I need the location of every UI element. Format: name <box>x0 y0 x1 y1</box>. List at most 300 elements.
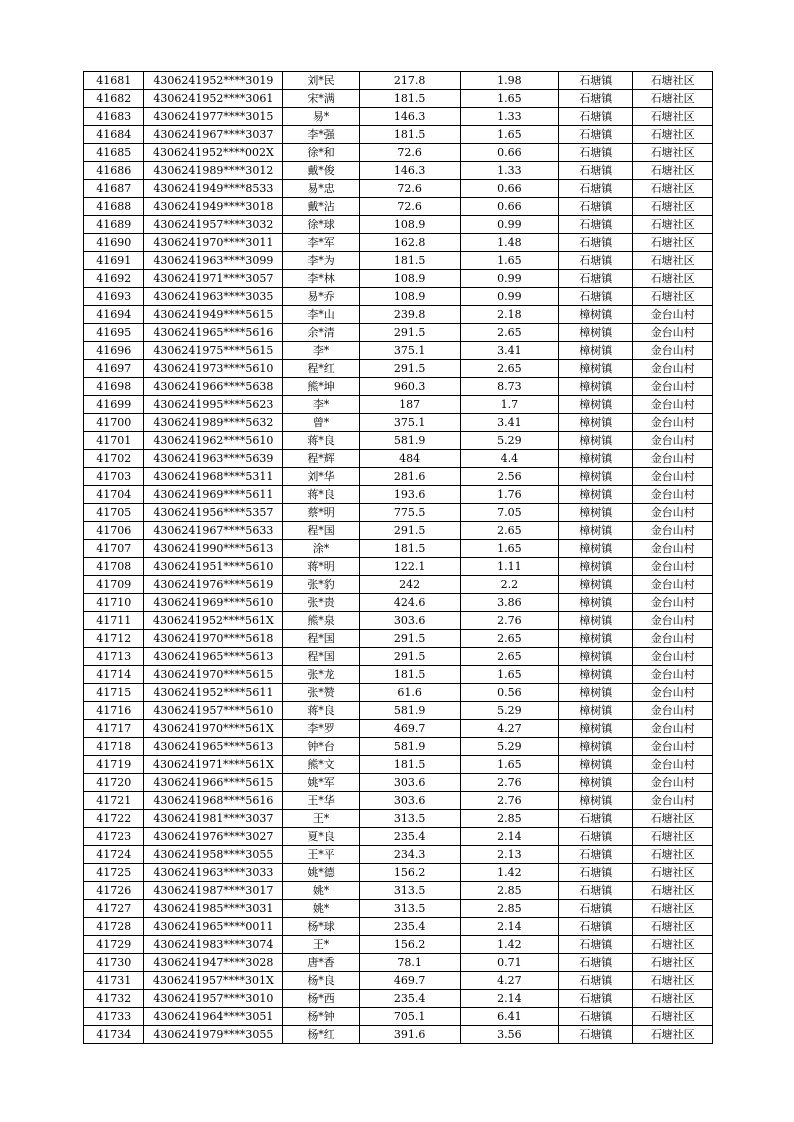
village-cell: 金台山村 <box>633 630 713 648</box>
name-cell: 易*忠 <box>283 180 359 198</box>
area-cell: 3.41 <box>460 414 559 432</box>
town-cell: 石塘镇 <box>559 936 633 954</box>
area-cell: 2.14 <box>460 990 559 1008</box>
area-cell: 1.7 <box>460 396 559 414</box>
name-cell: 熊*坤 <box>283 378 359 396</box>
village-cell: 金台山村 <box>633 756 713 774</box>
name-cell: 唐*香 <box>283 954 359 972</box>
table-row <box>84 270 713 288</box>
table-row <box>84 126 713 144</box>
serial-number-cell: 41688 <box>84 198 144 216</box>
name-cell: 程*辉 <box>283 450 359 468</box>
town-cell: 樟树镇 <box>559 720 633 738</box>
amount-cell: 291.5 <box>359 360 460 378</box>
serial-number-cell: 41724 <box>84 846 144 864</box>
serial-number-cell: 41714 <box>84 666 144 684</box>
id-number-cell: 4306241973****5610 <box>144 360 283 378</box>
table-row <box>84 378 713 396</box>
area-cell: 1.65 <box>460 90 559 108</box>
area-cell: 0.66 <box>460 144 559 162</box>
name-cell: 熊*泉 <box>283 612 359 630</box>
amount-cell: 181.5 <box>359 756 460 774</box>
amount-cell: 181.5 <box>359 126 460 144</box>
amount-cell: 581.9 <box>359 432 460 450</box>
town-cell: 樟树镇 <box>559 342 633 360</box>
village-cell: 石塘社区 <box>633 1008 713 1026</box>
id-number-cell: 4306241983****3074 <box>144 936 283 954</box>
area-cell: 2.85 <box>460 900 559 918</box>
name-cell: 张*龙 <box>283 666 359 684</box>
amount-cell: 187 <box>359 396 460 414</box>
name-cell: 熊*文 <box>283 756 359 774</box>
serial-number-cell: 41716 <box>84 702 144 720</box>
town-cell: 石塘镇 <box>559 864 633 882</box>
amount-cell: 235.4 <box>359 918 460 936</box>
name-cell: 夏*良 <box>283 828 359 846</box>
area-cell: 1.33 <box>460 162 559 180</box>
table-row <box>84 648 713 666</box>
table-row <box>84 1008 713 1026</box>
amount-cell: 484 <box>359 450 460 468</box>
name-cell: 李* <box>283 342 359 360</box>
name-cell: 张*豹 <box>283 576 359 594</box>
amount-cell: 303.6 <box>359 612 460 630</box>
village-cell: 石塘社区 <box>633 900 713 918</box>
amount-cell: 581.9 <box>359 702 460 720</box>
amount-cell: 181.5 <box>359 252 460 270</box>
serial-number-cell: 41686 <box>84 162 144 180</box>
town-cell: 石塘镇 <box>559 72 633 90</box>
serial-number-cell: 41715 <box>84 684 144 702</box>
village-cell: 金台山村 <box>633 486 713 504</box>
table-row <box>84 720 713 738</box>
town-cell: 石塘镇 <box>559 162 633 180</box>
name-cell: 李* <box>283 396 359 414</box>
area-cell: 2.76 <box>460 612 559 630</box>
town-cell: 樟树镇 <box>559 576 633 594</box>
village-cell: 金台山村 <box>633 468 713 486</box>
table-row <box>84 972 713 990</box>
village-cell: 金台山村 <box>633 414 713 432</box>
name-cell: 宋*满 <box>283 90 359 108</box>
amount-cell: 78.1 <box>359 954 460 972</box>
id-number-cell: 4306241969****5610 <box>144 594 283 612</box>
amount-cell: 291.5 <box>359 648 460 666</box>
id-number-cell: 4306241971****561X <box>144 756 283 774</box>
area-cell: 4.27 <box>460 720 559 738</box>
town-cell: 樟树镇 <box>559 540 633 558</box>
area-cell: 0.66 <box>460 180 559 198</box>
table-row <box>84 738 713 756</box>
area-cell: 0.99 <box>460 288 559 306</box>
name-cell: 李*强 <box>283 126 359 144</box>
table-row <box>84 288 713 306</box>
id-number-cell: 4306241949****3018 <box>144 198 283 216</box>
village-cell: 石塘社区 <box>633 288 713 306</box>
area-cell: 3.41 <box>460 342 559 360</box>
amount-cell: 391.6 <box>359 1026 460 1044</box>
serial-number-cell: 41689 <box>84 216 144 234</box>
serial-number-cell: 41712 <box>84 630 144 648</box>
town-cell: 樟树镇 <box>559 630 633 648</box>
name-cell: 王*平 <box>283 846 359 864</box>
area-cell: 6.41 <box>460 1008 559 1026</box>
area-cell: 3.56 <box>460 1026 559 1044</box>
town-cell: 樟树镇 <box>559 756 633 774</box>
area-cell: 4.4 <box>460 450 559 468</box>
table-row <box>84 882 713 900</box>
serial-number-cell: 41683 <box>84 108 144 126</box>
amount-cell: 313.5 <box>359 900 460 918</box>
name-cell: 徐*球 <box>283 216 359 234</box>
village-cell: 金台山村 <box>633 432 713 450</box>
village-cell: 金台山村 <box>633 738 713 756</box>
village-cell: 石塘社区 <box>633 126 713 144</box>
table-row <box>84 756 713 774</box>
amount-cell: 303.6 <box>359 792 460 810</box>
village-cell: 石塘社区 <box>633 972 713 990</box>
village-cell: 石塘社区 <box>633 90 713 108</box>
town-cell: 石塘镇 <box>559 954 633 972</box>
table-row <box>84 630 713 648</box>
serial-number-cell: 41718 <box>84 738 144 756</box>
area-cell: 1.98 <box>460 72 559 90</box>
table-row <box>84 954 713 972</box>
town-cell: 石塘镇 <box>559 108 633 126</box>
town-cell: 樟树镇 <box>559 468 633 486</box>
table-row <box>84 684 713 702</box>
area-cell: 2.85 <box>460 882 559 900</box>
table-row <box>84 810 713 828</box>
serial-number-cell: 41720 <box>84 774 144 792</box>
amount-cell: 303.6 <box>359 774 460 792</box>
village-cell: 金台山村 <box>633 576 713 594</box>
name-cell: 易*乔 <box>283 288 359 306</box>
table-row <box>84 612 713 630</box>
id-number-cell: 4306241957****5610 <box>144 702 283 720</box>
area-cell: 8.73 <box>460 378 559 396</box>
town-cell: 樟树镇 <box>559 558 633 576</box>
id-number-cell: 4306241968****5311 <box>144 468 283 486</box>
village-cell: 金台山村 <box>633 306 713 324</box>
amount-cell: 156.2 <box>359 936 460 954</box>
town-cell: 石塘镇 <box>559 972 633 990</box>
town-cell: 石塘镇 <box>559 270 633 288</box>
table-row <box>84 324 713 342</box>
table-row <box>84 198 713 216</box>
id-number-cell: 4306241967****3037 <box>144 126 283 144</box>
serial-number-cell: 41730 <box>84 954 144 972</box>
id-number-cell: 4306241951****5610 <box>144 558 283 576</box>
village-cell: 金台山村 <box>633 540 713 558</box>
table-row <box>84 360 713 378</box>
id-number-cell: 4306241970****5618 <box>144 630 283 648</box>
amount-cell: 108.9 <box>359 288 460 306</box>
table-row <box>84 900 713 918</box>
name-cell: 刘*民 <box>283 72 359 90</box>
amount-cell: 146.3 <box>359 108 460 126</box>
name-cell: 程*国 <box>283 648 359 666</box>
serial-number-cell: 41702 <box>84 450 144 468</box>
area-cell: 5.29 <box>460 432 559 450</box>
id-number-cell: 4306241985****3031 <box>144 900 283 918</box>
area-cell: 0.99 <box>460 270 559 288</box>
town-cell: 石塘镇 <box>559 288 633 306</box>
village-cell: 金台山村 <box>633 648 713 666</box>
name-cell: 王* <box>283 810 359 828</box>
serial-number-cell: 41692 <box>84 270 144 288</box>
village-cell: 金台山村 <box>633 504 713 522</box>
id-number-cell: 4306241965****5613 <box>144 738 283 756</box>
id-number-cell: 4306241989****3012 <box>144 162 283 180</box>
serial-number-cell: 41681 <box>84 72 144 90</box>
id-number-cell: 4306241966****5638 <box>144 378 283 396</box>
serial-number-cell: 41729 <box>84 936 144 954</box>
town-cell: 樟树镇 <box>559 648 633 666</box>
amount-cell: 705.1 <box>359 1008 460 1026</box>
serial-number-cell: 41705 <box>84 504 144 522</box>
id-number-cell: 4306241962****5610 <box>144 432 283 450</box>
id-number-cell: 4306241952****5611 <box>144 684 283 702</box>
name-cell: 蒋*明 <box>283 558 359 576</box>
area-cell: 0.66 <box>460 198 559 216</box>
serial-number-cell: 41722 <box>84 810 144 828</box>
name-cell: 戴*俊 <box>283 162 359 180</box>
id-number-cell: 4306241957****3010 <box>144 990 283 1008</box>
town-cell: 石塘镇 <box>559 990 633 1008</box>
name-cell: 余*清 <box>283 324 359 342</box>
village-cell: 金台山村 <box>633 324 713 342</box>
table-row <box>84 936 713 954</box>
town-cell: 石塘镇 <box>559 90 633 108</box>
area-cell: 0.56 <box>460 684 559 702</box>
table-row <box>84 774 713 792</box>
amount-cell: 239.8 <box>359 306 460 324</box>
id-number-cell: 4306241958****3055 <box>144 846 283 864</box>
town-cell: 樟树镇 <box>559 702 633 720</box>
village-cell: 金台山村 <box>633 522 713 540</box>
town-cell: 樟树镇 <box>559 396 633 414</box>
area-cell: 0.71 <box>460 954 559 972</box>
table-row <box>84 216 713 234</box>
table-row <box>84 162 713 180</box>
serial-number-cell: 41717 <box>84 720 144 738</box>
amount-cell: 469.7 <box>359 720 460 738</box>
amount-cell: 156.2 <box>359 864 460 882</box>
area-cell: 2.2 <box>460 576 559 594</box>
table-row <box>84 468 713 486</box>
town-cell: 樟树镇 <box>559 486 633 504</box>
area-cell: 1.11 <box>460 558 559 576</box>
town-cell: 石塘镇 <box>559 144 633 162</box>
serial-number-cell: 41698 <box>84 378 144 396</box>
village-cell: 石塘社区 <box>633 846 713 864</box>
name-cell: 李*罗 <box>283 720 359 738</box>
amount-cell: 72.6 <box>359 198 460 216</box>
serial-number-cell: 41694 <box>84 306 144 324</box>
village-cell: 石塘社区 <box>633 1026 713 1044</box>
town-cell: 石塘镇 <box>559 918 633 936</box>
village-cell: 石塘社区 <box>633 918 713 936</box>
area-cell: 1.48 <box>460 234 559 252</box>
serial-number-cell: 41690 <box>84 234 144 252</box>
table-row <box>84 180 713 198</box>
village-cell: 石塘社区 <box>633 810 713 828</box>
village-cell: 石塘社区 <box>633 144 713 162</box>
name-cell: 杨*球 <box>283 918 359 936</box>
id-number-cell: 4306241965****5616 <box>144 324 283 342</box>
id-number-cell: 4306241965****5613 <box>144 648 283 666</box>
amount-cell: 960.3 <box>359 378 460 396</box>
serial-number-cell: 41733 <box>84 1008 144 1026</box>
amount-cell: 313.5 <box>359 882 460 900</box>
name-cell: 戴*沾 <box>283 198 359 216</box>
name-cell: 蒋*良 <box>283 702 359 720</box>
town-cell: 石塘镇 <box>559 216 633 234</box>
id-number-cell: 4306241966****5615 <box>144 774 283 792</box>
town-cell: 石塘镇 <box>559 1026 633 1044</box>
name-cell: 程*国 <box>283 522 359 540</box>
area-cell: 4.27 <box>460 972 559 990</box>
town-cell: 樟树镇 <box>559 792 633 810</box>
village-cell: 金台山村 <box>633 360 713 378</box>
name-cell: 杨*红 <box>283 1026 359 1044</box>
village-cell: 石塘社区 <box>633 936 713 954</box>
serial-number-cell: 41699 <box>84 396 144 414</box>
name-cell: 王* <box>283 936 359 954</box>
id-number-cell: 4306241963****3035 <box>144 288 283 306</box>
area-cell: 2.85 <box>460 810 559 828</box>
table-row <box>84 504 713 522</box>
id-number-cell: 4306241952****3061 <box>144 90 283 108</box>
town-cell: 石塘镇 <box>559 198 633 216</box>
amount-cell: 375.1 <box>359 342 460 360</box>
id-number-cell: 4306241963****5639 <box>144 450 283 468</box>
table-row <box>84 828 713 846</box>
village-cell: 金台山村 <box>633 378 713 396</box>
serial-number-cell: 41713 <box>84 648 144 666</box>
table-row <box>84 450 713 468</box>
village-cell: 石塘社区 <box>633 108 713 126</box>
town-cell: 樟树镇 <box>559 774 633 792</box>
town-cell: 樟树镇 <box>559 450 633 468</box>
id-number-cell: 4306241963****3099 <box>144 252 283 270</box>
area-cell: 3.86 <box>460 594 559 612</box>
village-cell: 金台山村 <box>633 702 713 720</box>
amount-cell: 235.4 <box>359 828 460 846</box>
serial-number-cell: 41687 <box>84 180 144 198</box>
table-row <box>84 108 713 126</box>
name-cell: 姚*军 <box>283 774 359 792</box>
name-cell: 李*山 <box>283 306 359 324</box>
serial-number-cell: 41682 <box>84 90 144 108</box>
serial-number-cell: 41695 <box>84 324 144 342</box>
area-cell: 1.76 <box>460 486 559 504</box>
serial-number-cell: 41723 <box>84 828 144 846</box>
id-number-cell: 4306241969****5611 <box>144 486 283 504</box>
table-row <box>84 90 713 108</box>
table-row <box>84 486 713 504</box>
id-number-cell: 4306241971****3057 <box>144 270 283 288</box>
table-row <box>84 306 713 324</box>
amount-cell: 217.8 <box>359 72 460 90</box>
amount-cell: 181.5 <box>359 666 460 684</box>
id-number-cell: 4306241947****3028 <box>144 954 283 972</box>
table-row <box>84 522 713 540</box>
id-number-cell: 4306241989****5632 <box>144 414 283 432</box>
town-cell: 樟树镇 <box>559 522 633 540</box>
amount-cell: 181.5 <box>359 90 460 108</box>
town-cell: 石塘镇 <box>559 882 633 900</box>
id-number-cell: 4306241995****5623 <box>144 396 283 414</box>
serial-number-cell: 41697 <box>84 360 144 378</box>
amount-cell: 61.6 <box>359 684 460 702</box>
table-row <box>84 144 713 162</box>
amount-cell: 775.5 <box>359 504 460 522</box>
name-cell: 蒋*良 <box>283 432 359 450</box>
amount-cell: 72.6 <box>359 180 460 198</box>
name-cell: 姚* <box>283 900 359 918</box>
table-row <box>84 396 713 414</box>
village-cell: 石塘社区 <box>633 234 713 252</box>
name-cell: 刘*华 <box>283 468 359 486</box>
serial-number-cell: 41704 <box>84 486 144 504</box>
name-cell: 蒋*良 <box>283 486 359 504</box>
serial-number-cell: 41728 <box>84 918 144 936</box>
village-cell: 金台山村 <box>633 666 713 684</box>
table-row <box>84 414 713 432</box>
town-cell: 石塘镇 <box>559 180 633 198</box>
area-cell: 1.65 <box>460 252 559 270</box>
serial-number-cell: 41696 <box>84 342 144 360</box>
name-cell: 李*为 <box>283 252 359 270</box>
amount-cell: 181.5 <box>359 540 460 558</box>
amount-cell: 291.5 <box>359 324 460 342</box>
area-cell: 2.65 <box>460 522 559 540</box>
name-cell: 蔡*明 <box>283 504 359 522</box>
table-row <box>84 864 713 882</box>
name-cell: 涂* <box>283 540 359 558</box>
village-cell: 石塘社区 <box>633 252 713 270</box>
town-cell: 樟树镇 <box>559 324 633 342</box>
village-cell: 石塘社区 <box>633 990 713 1008</box>
name-cell: 程*红 <box>283 360 359 378</box>
name-cell: 张*赞 <box>283 684 359 702</box>
village-cell: 石塘社区 <box>633 162 713 180</box>
serial-number-cell: 41706 <box>84 522 144 540</box>
area-cell: 5.29 <box>460 702 559 720</box>
town-cell: 石塘镇 <box>559 126 633 144</box>
amount-cell: 242 <box>359 576 460 594</box>
village-cell: 石塘社区 <box>633 180 713 198</box>
amount-cell: 108.9 <box>359 270 460 288</box>
serial-number-cell: 41734 <box>84 1026 144 1044</box>
town-cell: 樟树镇 <box>559 414 633 432</box>
table-row <box>84 792 713 810</box>
id-number-cell: 4306241949****5615 <box>144 306 283 324</box>
table-row <box>84 72 713 90</box>
serial-number-cell: 41700 <box>84 414 144 432</box>
id-number-cell: 4306241970****561X <box>144 720 283 738</box>
village-cell: 石塘社区 <box>633 954 713 972</box>
town-cell: 樟树镇 <box>559 594 633 612</box>
town-cell: 樟树镇 <box>559 738 633 756</box>
area-cell: 1.65 <box>460 540 559 558</box>
name-cell: 张*贵 <box>283 594 359 612</box>
village-cell: 金台山村 <box>633 774 713 792</box>
village-cell: 石塘社区 <box>633 198 713 216</box>
id-number-cell: 4306241970****5615 <box>144 666 283 684</box>
